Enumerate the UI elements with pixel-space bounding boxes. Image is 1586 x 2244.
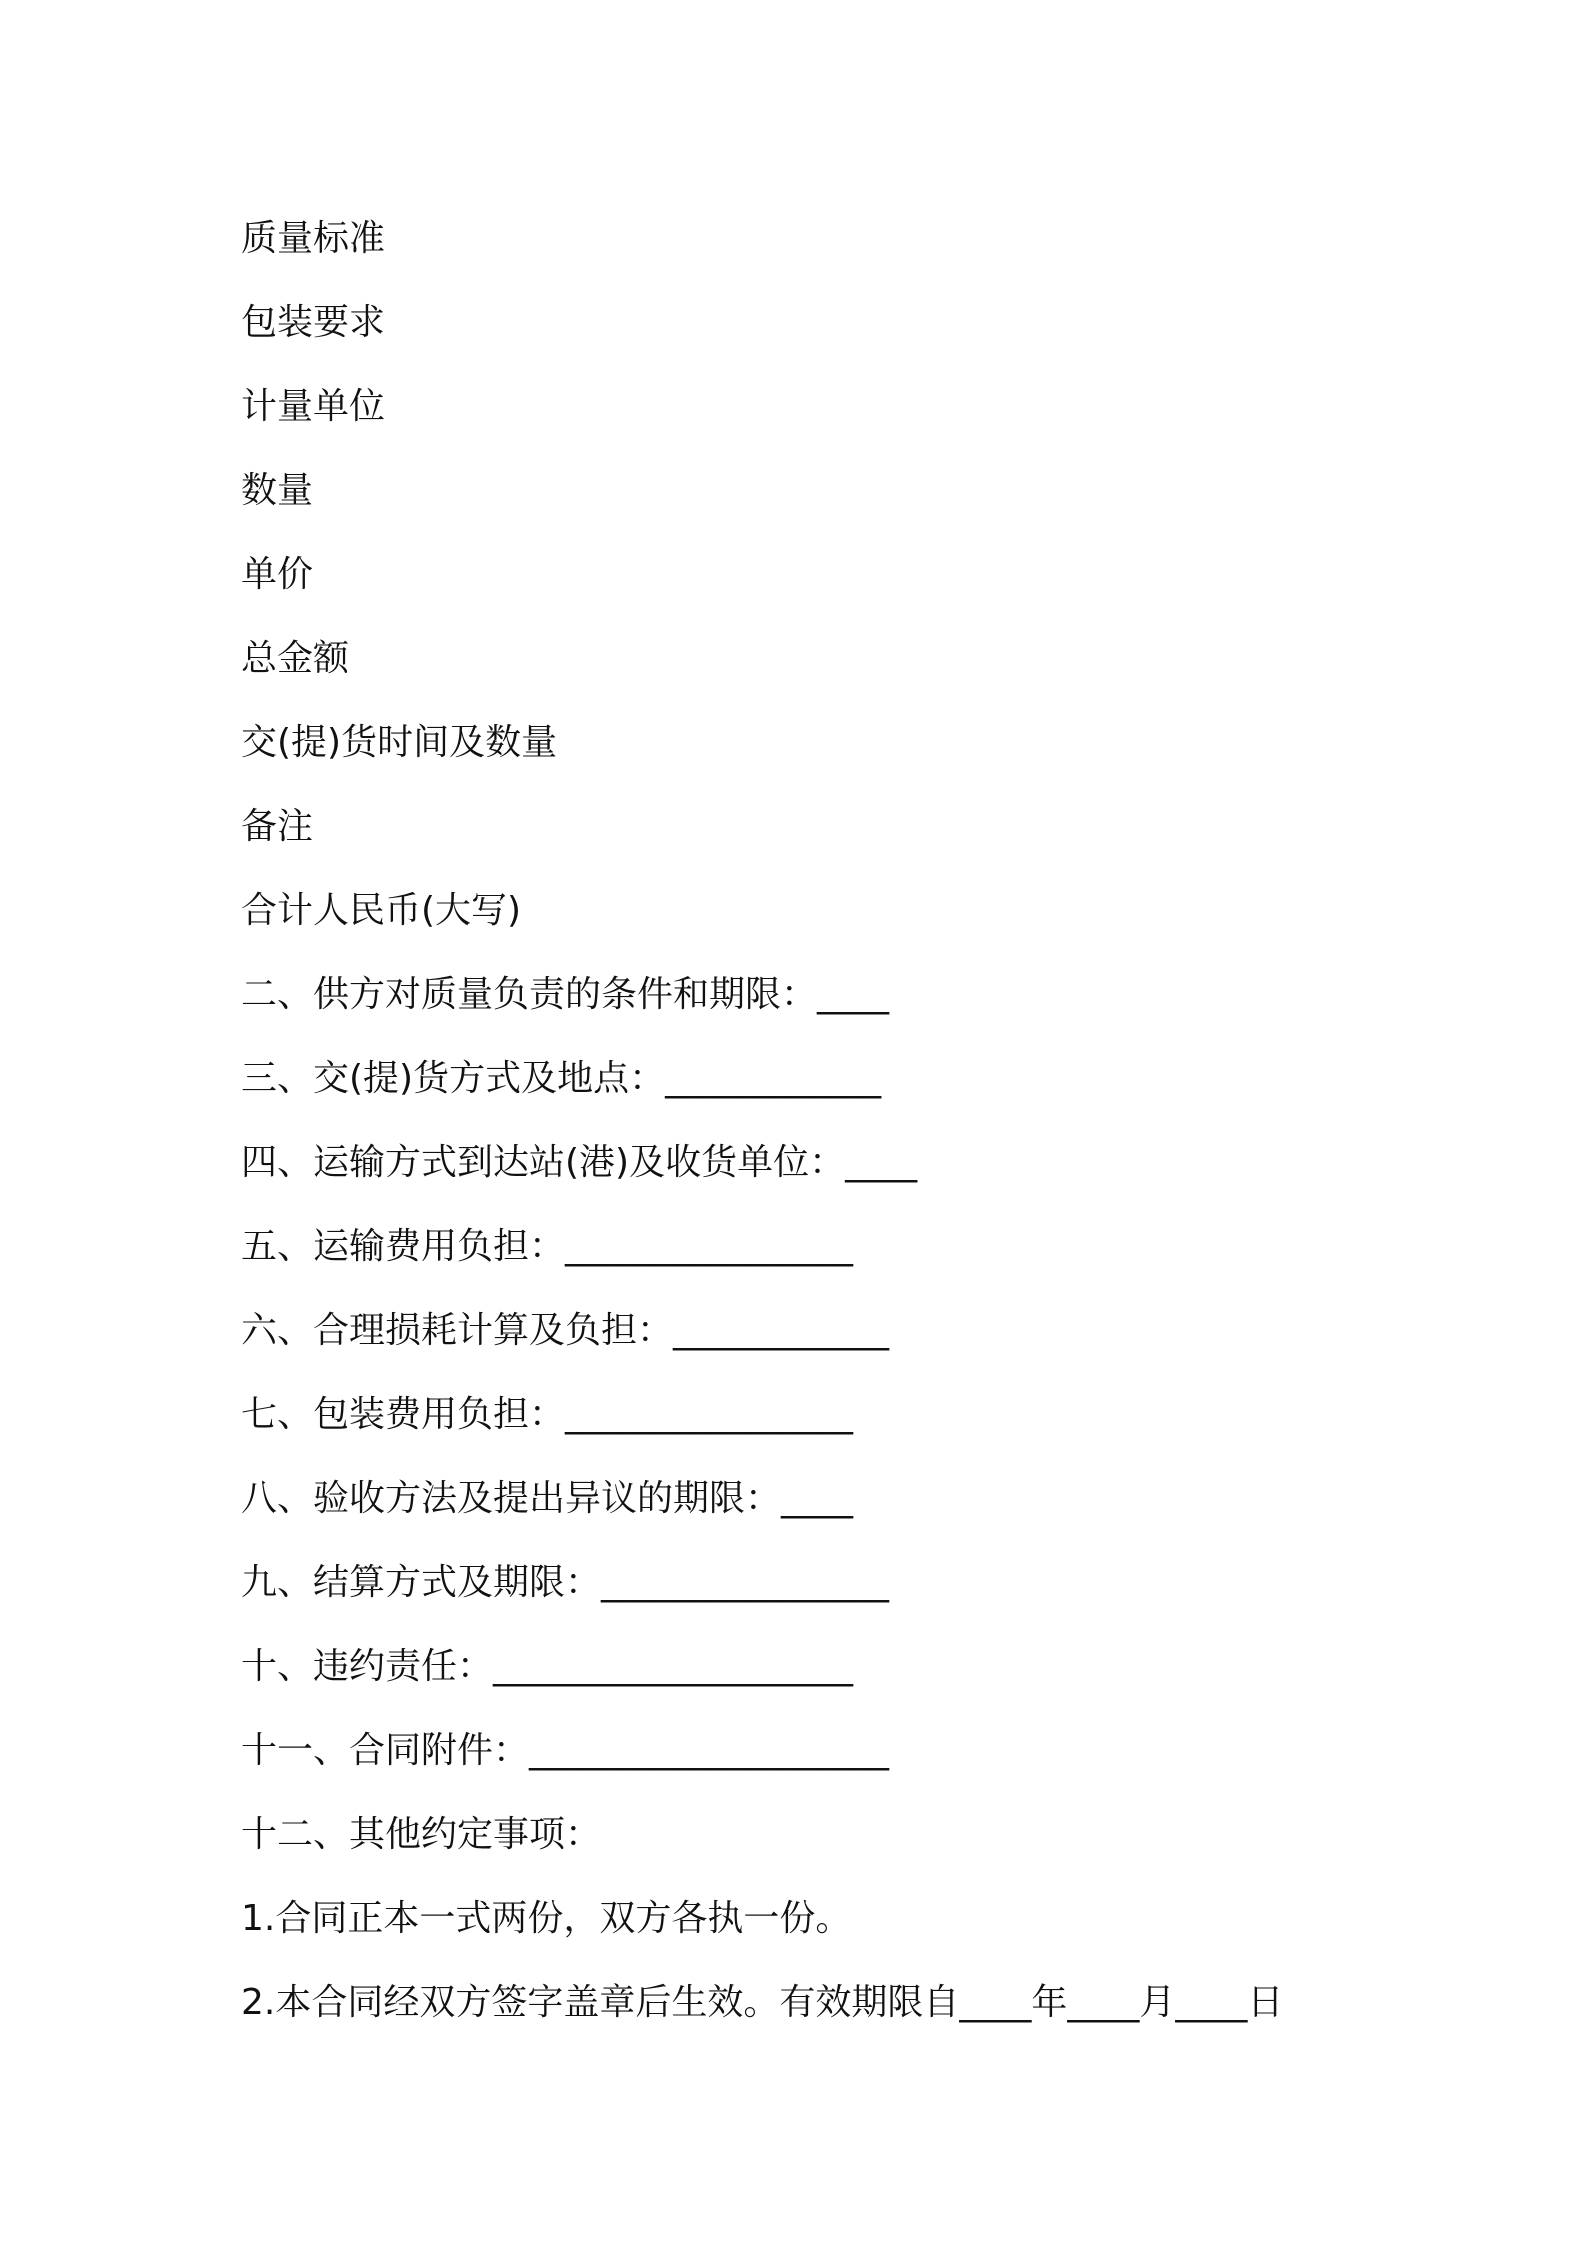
field-delivery-time-quantity: 交(提)货时间及数量	[241, 722, 558, 763]
clause-2-quality-responsibility: 二、供方对质量负责的条件和期限：____	[241, 974, 890, 1015]
field-packaging-requirements: 包装要求	[241, 302, 386, 343]
clause-5-transport-cost: 五、运输费用负担：________________	[241, 1226, 854, 1267]
field-unit-of-measure: 计量单位	[241, 386, 386, 427]
clause-6-loss-calculation: 六、合理损耗计算及负担：____________	[241, 1310, 890, 1351]
clause-4-transport-destination: 四、运输方式到达站(港)及收货单位：____	[241, 1142, 918, 1183]
field-quantity: 数量	[241, 470, 314, 511]
clause-8-acceptance-method: 八、验收方法及提出异议的期限：____	[241, 1478, 854, 1519]
item-2-effective-date: 2.本合同经双方签字盖章后生效。有效期限自____年____月____日	[241, 1982, 1284, 2023]
clause-3-delivery-method: 三、交(提)货方式及地点：____________	[241, 1058, 882, 1099]
clause-7-packaging-cost: 七、包装费用负担：________________	[241, 1394, 854, 1435]
field-quality-standard: 质量标准	[241, 218, 386, 259]
contract-body	[241, 197, 1441, 2045]
clause-12-other-matters: 十二、其他约定事项：	[241, 1814, 602, 1855]
field-total-amount: 总金额	[241, 638, 350, 679]
clause-10-liability: 十、违约责任：____________________	[241, 1646, 854, 1687]
field-total-rmb: 合计人民币(大写)	[241, 890, 522, 931]
clause-9-settlement: 九、结算方式及期限：________________	[241, 1562, 890, 1603]
field-remarks: 备注	[241, 806, 314, 847]
clause-11-attachments: 十一、合同附件：____________________	[241, 1730, 890, 1771]
item-1-copies: 1.合同正本一式两份，双方各执一份。	[241, 1898, 852, 1939]
field-unit-price: 单价	[241, 554, 314, 595]
